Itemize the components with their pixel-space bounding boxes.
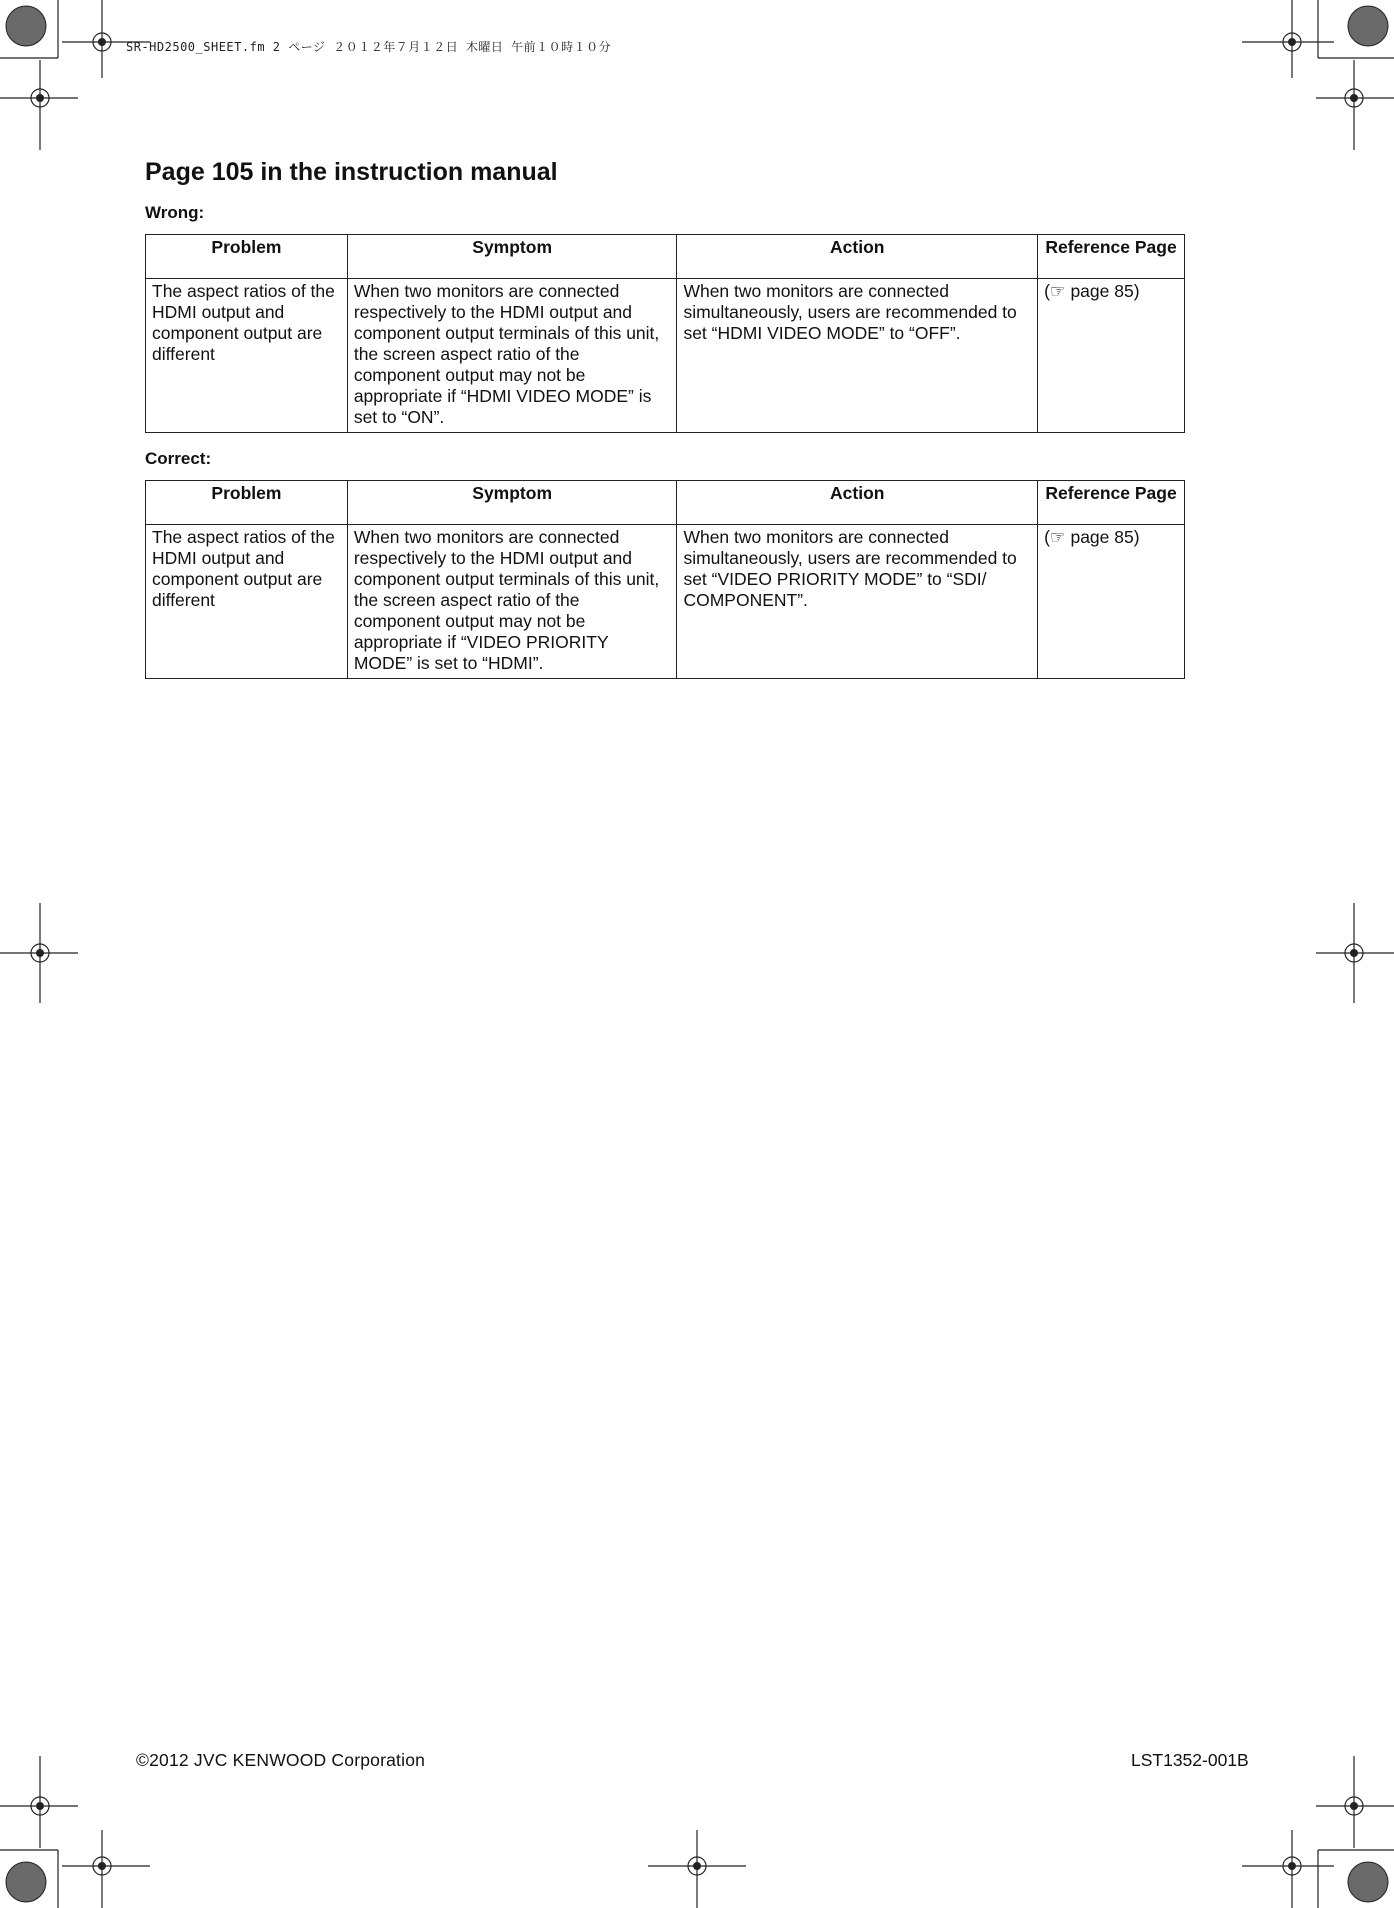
header-action: Action xyxy=(677,481,1038,525)
wrong-table xyxy=(145,234,1185,433)
copyright-footer: ©2012 JVC KENWOOD Corporation xyxy=(136,1750,426,1770)
header-action: Action xyxy=(677,235,1038,279)
wrong-label: Wrong: xyxy=(145,203,205,222)
header-reference-page: Reference Page xyxy=(1038,481,1185,525)
table-row xyxy=(146,279,1185,433)
table-header-row xyxy=(146,481,1185,525)
cell-action: When two monitors are connected simultaneously, users are recommended to set “HDMI VIDEO MODE” to “OFF”. xyxy=(677,279,1038,433)
cell-problem: The aspect ratios of the HDMI output and component output are different xyxy=(146,279,348,433)
cell-problem: The aspect ratios of the HDMI output and component output are different xyxy=(146,525,348,679)
cell-symptom: When two monitors are connected respectively to the HDMI output and component output terminals of this unit, the screen aspect ratio of the component output may not be appropriate if “HDMI VIDEO MODE” is set to “ON”. xyxy=(347,279,677,433)
header-reference-page: Reference Page xyxy=(1038,235,1185,279)
table-header-row xyxy=(146,235,1185,279)
table-row xyxy=(146,525,1185,679)
header-problem: Problem xyxy=(146,481,348,525)
header-problem: Problem xyxy=(146,235,348,279)
page-title: Page 105 in the instruction manual xyxy=(145,158,558,186)
header-symptom: Symptom xyxy=(347,235,677,279)
cell-reference: (☞ page 85) xyxy=(1038,279,1185,433)
file-header-line: SR-HD2500_SHEET.fm 2 ページ ２０１２年７月１２日 木曜日 午前１０時１０分 xyxy=(126,40,612,54)
cell-reference: (☞ page 85) xyxy=(1038,525,1185,679)
cell-action: When two monitors are connected simultaneously, users are recommended to set “VIDEO PRIORITY MODE” to “SDI/ COMPONENT”. xyxy=(677,525,1038,679)
correct-label: Correct: xyxy=(145,449,212,468)
cell-symptom: When two monitors are connected respectively to the HDMI output and component output terminals of this unit, the screen aspect ratio of the component output may not be appropriate if “VIDEO PRIORITY MODE” is set to “HDMI”. xyxy=(347,525,677,679)
document-code: LST1352-001B xyxy=(1131,1750,1249,1770)
correct-table xyxy=(145,480,1185,679)
header-symptom: Symptom xyxy=(347,481,677,525)
